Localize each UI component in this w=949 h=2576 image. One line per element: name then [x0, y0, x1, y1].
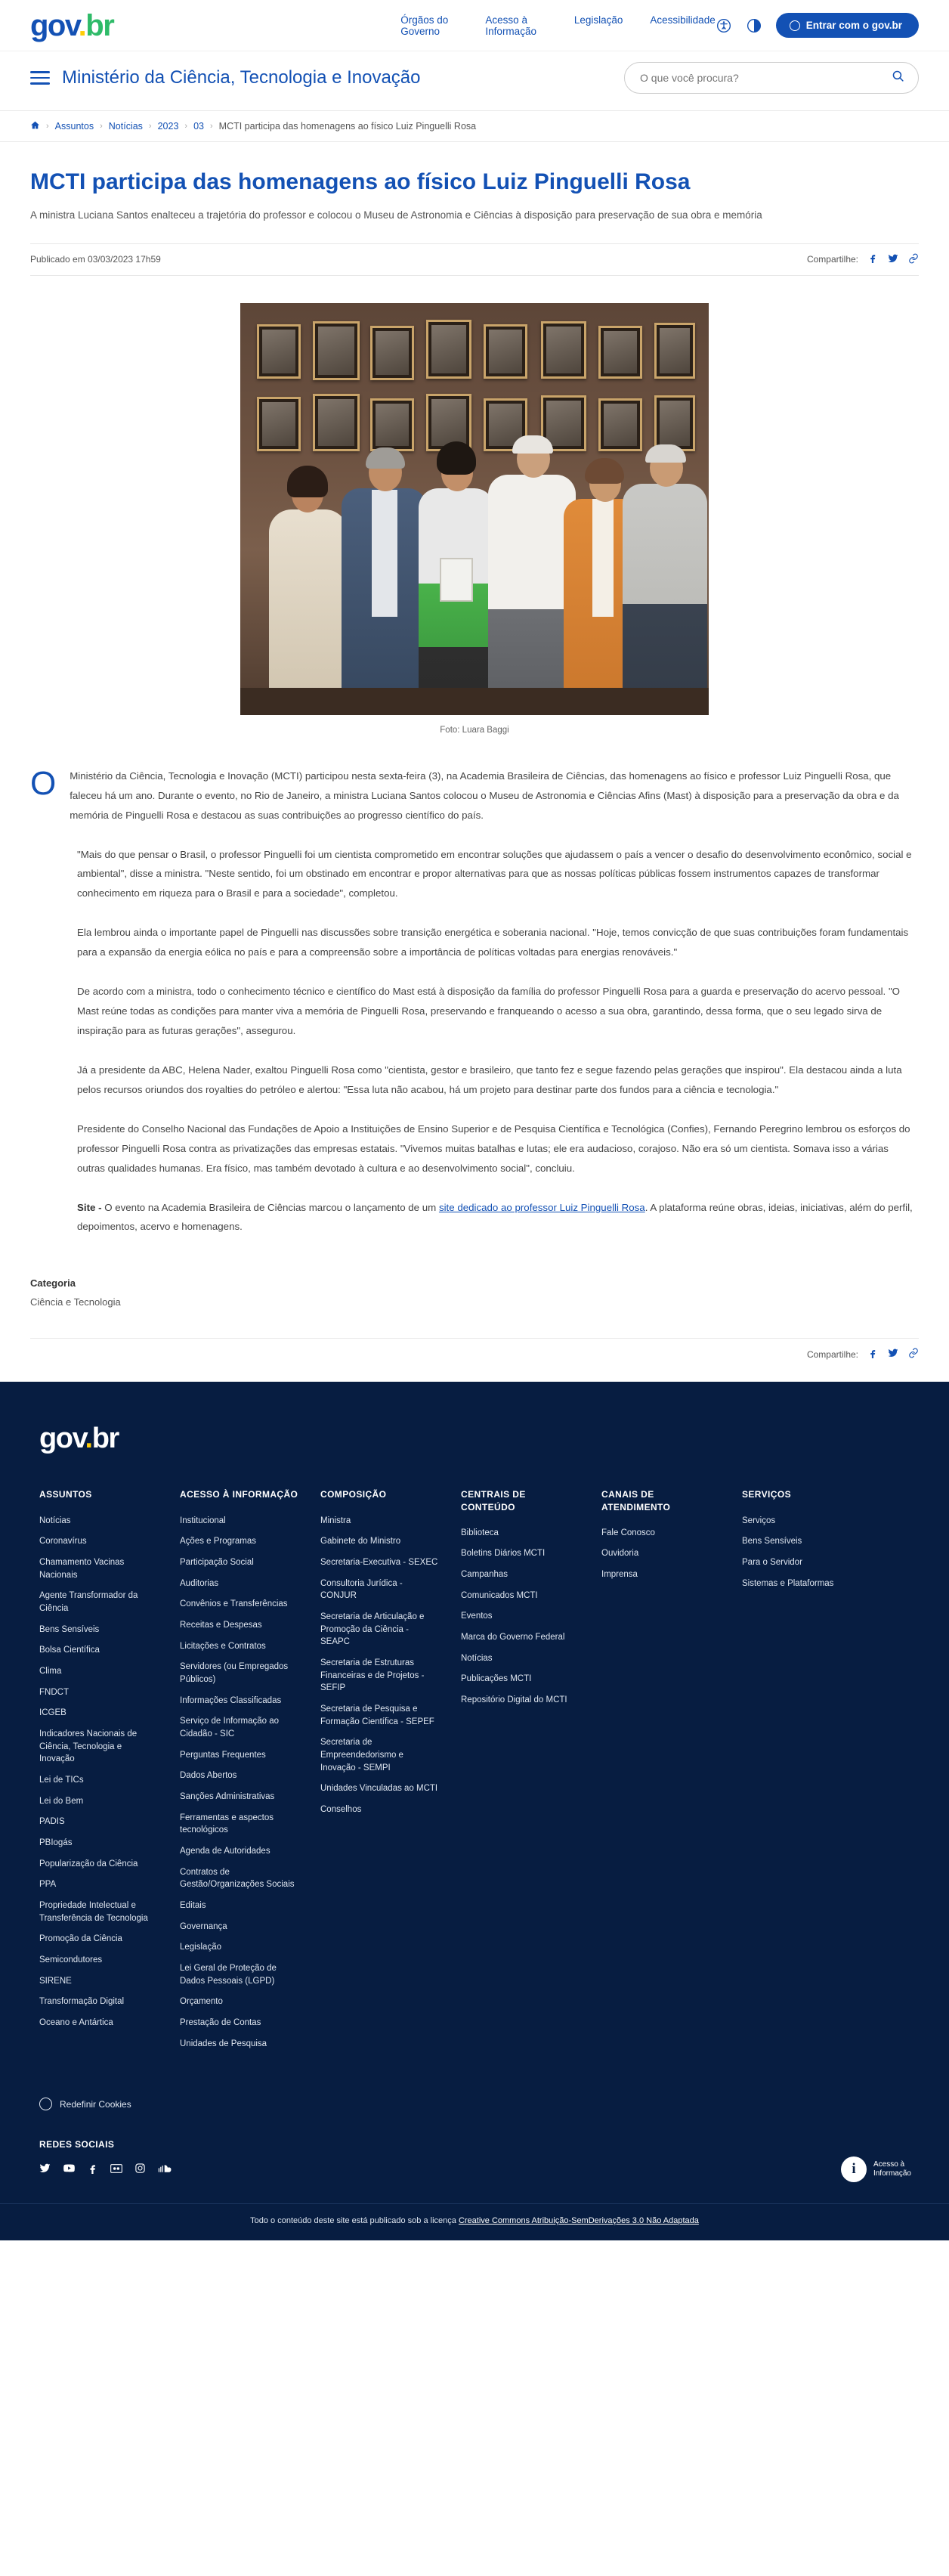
paragraph-site-note — [30, 1198, 919, 1237]
footer-link[interactable]: Contratos de Gestão/Organizações Sociais — [180, 1867, 295, 1890]
footer-link[interactable]: Propriedade Intelectual e Transferência de Tecnologia — [39, 1900, 148, 1923]
top-bar — [0, 0, 949, 51]
footer-link-list — [461, 1527, 580, 1707]
list-item — [39, 1995, 159, 2008]
list-item — [39, 1686, 159, 1699]
facebook-icon[interactable] — [868, 253, 878, 265]
info-icon: i — [841, 2156, 867, 2182]
list-item — [180, 1749, 299, 1762]
paragraph-1: Ministério da Ciência, Tecnologia e Inovação (MCTI) participou nesta sexta-feira (3), na Academia Brasileira de Ciências, das homenagens ao físico e professor Luiz Pinguelli Rosa, que faleceu há um ano. Durante o evento, no Rio de Janeiro, a ministra Luciana Santos colocou o Museu de Astronomia e Ciências Afins (Mast) à disposição para a preservação da obra e da memória de Pinguelli Rosa e destacou as suas contribuições ao progresso científico do país. — [70, 769, 899, 821]
list-item — [39, 1535, 159, 1548]
youtube-icon[interactable] — [63, 2162, 76, 2178]
list-item — [461, 1568, 580, 1581]
footer-link[interactable]: Servidores (ou Empregados Públicos) — [180, 1662, 289, 1684]
footer-link[interactable]: Ações e Programas — [180, 1537, 256, 1547]
list-item — [320, 1611, 440, 1649]
footer-link[interactable]: Legislação — [180, 1943, 221, 1952]
list-item — [39, 1556, 159, 1581]
list-item — [461, 1590, 580, 1602]
footer-link[interactable]: Convênios e Transferências — [180, 1599, 288, 1609]
footer-link[interactable]: Secretaria de Pesquisa e Formação Científica - SEPEF — [320, 1704, 434, 1726]
list-item — [320, 1515, 440, 1528]
acesso-informacao-badge[interactable] — [841, 2156, 911, 2182]
footer-link[interactable]: Orçamento — [180, 1997, 223, 2007]
footer-link[interactable]: Editais — [180, 1900, 206, 1910]
footer-logo-dot: . — [85, 1423, 92, 1455]
footer-link[interactable]: Institucional — [180, 1516, 226, 1525]
footer-link[interactable]: Para o Servidor — [742, 1557, 802, 1567]
license-text: Todo o conteúdo deste site está publicado sob a licença — [250, 2216, 459, 2226]
footer-link-list — [601, 1527, 721, 1581]
footer-link[interactable]: Publicações MCTI — [461, 1674, 532, 1684]
list-item — [39, 1590, 159, 1615]
breadcrumb-item-current: MCTI participa das homenagens ao físico Luiz Pinguelli Rosa — [218, 121, 477, 132]
list-item — [320, 1535, 440, 1548]
breadcrumb-separator-0: › — [46, 122, 49, 131]
footer-link[interactable]: Bolsa Científica — [39, 1646, 100, 1655]
article-body — [30, 766, 919, 1237]
footer-link[interactable]: Agenda de Autoridades — [180, 1846, 270, 1856]
footer-link[interactable]: Semicondutores — [39, 1955, 103, 1965]
footer-link-list — [320, 1515, 440, 1816]
list-item — [180, 1556, 299, 1569]
list-item — [180, 1962, 299, 1987]
list-item — [39, 1858, 159, 1871]
footer-column-assuntos — [39, 1488, 159, 2058]
drop-cap: O — [30, 764, 57, 802]
home-icon[interactable] — [30, 120, 40, 132]
cookie-icon — [39, 2098, 52, 2110]
list-item — [39, 1707, 159, 1720]
footer-link[interactable]: Secretaria-Executiva - SEXEC — [320, 1557, 438, 1567]
footer-link[interactable]: Agente Transformador da Ciência — [39, 1591, 138, 1613]
footer-link[interactable]: Governança — [180, 1921, 227, 1931]
list-item — [742, 1535, 861, 1548]
breadcrumb-item-noticias[interactable]: Notícias — [108, 121, 143, 132]
list-item — [320, 1703, 440, 1728]
article-container — [0, 168, 949, 1374]
flickr-icon[interactable] — [110, 2163, 122, 2178]
footer-link[interactable]: Campanhas — [461, 1570, 509, 1580]
search-icon[interactable] — [892, 70, 904, 86]
list-item — [180, 1921, 299, 1934]
top-link-acessibilidade[interactable]: Acessibilidade — [650, 14, 716, 26]
list-item — [39, 1728, 159, 1766]
footer-link[interactable]: Dados Abertos — [180, 1771, 237, 1781]
footer-govbr-logo[interactable] — [39, 1423, 919, 1455]
footer-link[interactable]: Fale Conosco — [601, 1528, 655, 1537]
site-note-link[interactable]: site dedicado ao professor Luiz Pinguelli Rosa — [438, 1201, 645, 1213]
list-item — [39, 1899, 159, 1924]
list-item — [742, 1577, 861, 1590]
acesso-informacao-label — [873, 2160, 911, 2179]
list-item — [601, 1527, 721, 1540]
license-link[interactable]: Creative Commons Atribuição-SemDerivações 3.0 Não Adaptada — [458, 2216, 699, 2226]
footer-column-title: CENTRAIS DE CONTEÚDO — [461, 1489, 526, 1512]
breadcrumb-separator-1: › — [100, 122, 103, 131]
logo-dot-text: . — [78, 8, 86, 42]
footer-link[interactable]: Serviço de Informação ao Cidadão - SIC — [180, 1717, 280, 1738]
ministry-header — [0, 51, 949, 110]
list-item — [461, 1547, 580, 1560]
share-label-top: Compartilhe: — [806, 254, 858, 265]
list-item — [180, 1577, 299, 1590]
list-item — [461, 1673, 580, 1686]
list-item — [320, 1577, 440, 1602]
paragraph-4: De acordo com a ministra, todo o conhecimento técnico e científico do Mast está à disposição da família do professor Pinguelli Rosa para a guarda e preservação do acervo pessoal. "O Mast reúne todas as condições para manter viva a memória de Pinguelli Rosa, preservando e franqueando o acesso a sua obra, garantindo, dessa forma, que o seu legado sirva de inspiração para as futuras gerações", assegurou. — [77, 986, 901, 1036]
footer-link[interactable]: Chamamento Vacinas Nacionais — [39, 1557, 125, 1580]
list-item — [601, 1547, 721, 1560]
breadcrumb-separator-2: › — [148, 122, 152, 131]
list-item — [39, 1878, 159, 1891]
page-title: MCTI participa das homenagens ao físico Luiz Pinguelli Rosa — [30, 169, 691, 194]
footer-link[interactable]: Gabinete do Ministro — [320, 1537, 401, 1547]
list-item — [320, 1736, 440, 1774]
footer-link[interactable]: Ouvidoria — [601, 1549, 639, 1559]
site-footer — [0, 1382, 949, 2203]
list-item — [180, 1866, 299, 1891]
site-note-after: . A plataforma reúne obras, ideias, iniciativas, além do perfil, depoimentos, acervo e homenagens. — [77, 1201, 913, 1233]
list-item — [461, 1610, 580, 1623]
footer-link[interactable]: Secretaria de Empreendedorismo e Inovação - SEMPI — [320, 1738, 403, 1773]
list-item — [39, 1816, 159, 1828]
top-nav-links — [400, 14, 715, 37]
footer-link[interactable]: Licitações e Contratos — [180, 1641, 266, 1651]
list-item — [742, 1515, 861, 1528]
list-item — [180, 1515, 299, 1528]
list-item — [601, 1568, 721, 1581]
list-item — [180, 2017, 299, 2030]
footer-column-title: CANAIS DE ATENDIMENTO — [601, 1489, 671, 1512]
share-label-bottom: Compartilhe: — [806, 1348, 858, 1360]
footer-link[interactable]: Bens Sensíveis — [742, 1537, 802, 1547]
breadcrumb-item-2023[interactable]: 2023 — [157, 121, 179, 132]
list-item — [180, 1941, 299, 1954]
footer-link[interactable]: Eventos — [461, 1612, 493, 1621]
breadcrumb-separator-3: › — [184, 122, 188, 131]
footer-link[interactable]: Receitas e Despesas — [180, 1620, 262, 1630]
paragraph-3: Ela lembrou ainda o importante papel de Pinguelli nas discussões sobre transição energética e soberania nacional. "Hoje, temos convicção de que suas contribuições foram fundamentais para a expansão da energia eólica no país e para a compreensão sobre a importância de políticas voltadas para energias renováveis." — [77, 927, 909, 958]
reset-cookies-label: Redefinir Cookies — [60, 2098, 131, 2110]
footer-link[interactable]: Secretaria de Estruturas Financeiras e de Projetos - SEFIP — [320, 1658, 425, 1693]
footer-link[interactable]: Comunicados MCTI — [461, 1590, 538, 1600]
instagram-icon[interactable] — [134, 2163, 146, 2177]
footer-link[interactable]: PBIogás — [39, 1838, 73, 1847]
social-icon-list — [39, 2162, 919, 2178]
article-meta-row — [30, 243, 919, 276]
footer-column-acesso-informacao — [180, 1488, 299, 2058]
footer-link-list — [180, 1515, 299, 2051]
search-box[interactable] — [624, 62, 919, 94]
list-item — [180, 1695, 299, 1708]
list-item — [39, 1933, 159, 1946]
footer-link[interactable]: Repositório Digital do MCTI — [461, 1695, 567, 1705]
footer-link[interactable]: Oceano e Antártica — [39, 2018, 113, 2028]
reset-cookies-button[interactable] — [39, 2098, 919, 2113]
acesso-line-1: Acesso à — [873, 2160, 905, 2169]
footer-column-title: SERVIÇOS — [742, 1489, 791, 1500]
article-figure — [30, 303, 919, 735]
footer-column-canais-atendimento — [601, 1488, 721, 2058]
footer-link[interactable]: SIRENE — [39, 1976, 72, 1986]
list-item — [320, 1782, 440, 1795]
footer-link[interactable]: Lei de TICs — [39, 1775, 84, 1785]
paragraph-6: Presidente do Conselho Nacional das Fundações de Apoio a Instituições de Ensino Superior e de Pesquisa Científica e Tecnológica (Confies), Fernando Peregrino lembrou os esforços do professor Pinguelli Rosa contra as privatizações das empresas estatais. "Vivemos muitas batalhas e lutas; ele era audacioso, corajoso. Não era só um cientista. Somava isso a várias outras qualidades humanas. Era físico, mas também devotado à cultura e ao desenvolvimento social", concluiu. — [77, 1122, 910, 1174]
list-item — [180, 1845, 299, 1858]
list-item — [180, 1899, 299, 1912]
list-item — [180, 1769, 299, 1782]
license-bar — [0, 2203, 949, 2240]
footer-link[interactable]: Clima — [39, 1666, 62, 1676]
user-icon — [790, 20, 800, 31]
category-block — [30, 1277, 919, 1308]
footer-link[interactable]: Bens Sensíveis — [39, 1624, 100, 1634]
list-item — [39, 1795, 159, 1808]
site-note-label: Site - — [77, 1201, 102, 1213]
list-item — [39, 1837, 159, 1850]
link-icon[interactable] — [908, 253, 919, 266]
footer-link-list — [39, 1515, 159, 2030]
footer-link[interactable]: Lei Geral de Proteção de Dados Pessoais (LGPD) — [180, 1964, 277, 1986]
footer-column-composicao — [320, 1488, 440, 2058]
top-link-orgaos[interactable]: Órgãos do Governo — [400, 14, 449, 37]
footer-link[interactable]: Auditorias — [180, 1578, 219, 1588]
twitter-icon[interactable] — [39, 2163, 51, 2177]
footer-link[interactable]: Indicadores Nacionais de Ciência, Tecnologia e Inovação — [39, 1729, 138, 1764]
share-group-top — [807, 253, 919, 266]
article-photo — [240, 303, 709, 715]
footer-column-title: ACESSO À INFORMAÇÃO — [180, 1489, 298, 1500]
footer-link[interactable]: Imprensa — [601, 1570, 638, 1580]
footer-link[interactable]: Perguntas Frequentes — [180, 1750, 266, 1760]
footer-column-title: COMPOSIÇÃO — [320, 1489, 387, 1500]
paragraph-2: "Mais do que pensar o Brasil, o professor Pinguelli foi um cientista comprometido em encontrar soluções que ajudassem o país a vencer o desafio do desenvolvimento econômico, social e ambiental", disse a ministra. "Neste sentido, foi um obstinado em encontrar e propor alternativas para que as nossas políticas públicas fossem instrumentos capazes de transformar conhecimento em riqueza para o Brasil e para a sociedade", completou. — [77, 848, 912, 899]
top-bar-right — [716, 13, 919, 38]
footer-link[interactable]: Boletins Diários MCTI — [461, 1549, 546, 1559]
list-item — [39, 1954, 159, 1967]
list-item — [461, 1652, 580, 1665]
footer-link[interactable]: Coronavírus — [39, 1537, 87, 1547]
acesso-line-2: Informação — [873, 2169, 911, 2178]
footer-column-title: ASSUNTOS — [39, 1489, 92, 1500]
list-item — [180, 1995, 299, 2008]
share-group-bottom — [807, 1348, 919, 1361]
list-item — [180, 2038, 299, 2051]
list-item — [461, 1694, 580, 1707]
footer-link[interactable]: PPA — [39, 1880, 57, 1890]
breadcrumb-separator-4: › — [209, 122, 213, 131]
footer-logo-gov: gov — [39, 1423, 85, 1455]
hamburger-menu-icon[interactable] — [30, 71, 50, 85]
footer-link[interactable]: Notícias — [39, 1516, 71, 1525]
footer-link[interactable]: Conselhos — [320, 1804, 362, 1814]
breadcrumb-item-03[interactable]: 03 — [193, 121, 204, 132]
login-button[interactable] — [776, 13, 919, 38]
twitter-icon[interactable] — [888, 1348, 898, 1361]
list-item — [180, 1812, 299, 1837]
contrast-icon[interactable] — [746, 17, 762, 34]
footer-link[interactable]: Sistemas e Plataformas — [742, 1578, 834, 1588]
list-item — [180, 1715, 299, 1740]
twitter-icon[interactable] — [888, 253, 898, 266]
ministry-title: Ministério da Ciência, Tecnologia e Inovação — [62, 67, 421, 88]
first-paragraph-row — [30, 766, 919, 845]
list-item — [742, 1556, 861, 1569]
social-block — [39, 2139, 919, 2203]
footer-link-list — [742, 1515, 861, 1590]
publish-date: Publicado em 03/03/2023 17h59 — [30, 254, 161, 265]
footer-column-centrais-conteudo — [461, 1488, 580, 2058]
footer-link[interactable]: Prestação de Contas — [180, 2018, 261, 2028]
footer-link[interactable]: Secretaria de Articulação e Promoção da Ciência - SEAPC — [320, 1612, 425, 1647]
soundcloud-icon[interactable] — [158, 2163, 172, 2177]
footer-link[interactable]: Transformação Digital — [39, 1997, 125, 2007]
top-link-legislacao[interactable]: Legislação — [573, 14, 623, 26]
social-title: REDES SOCIAIS — [39, 2139, 115, 2150]
list-item — [320, 1556, 440, 1569]
footer-link[interactable]: Consultoria Jurídica - CONJUR — [320, 1578, 403, 1601]
footer-link[interactable]: Ferramentas e aspectos tecnológicos — [180, 1813, 274, 1835]
bottom-share-row — [30, 1338, 919, 1374]
footer-link[interactable]: Ministra — [320, 1516, 351, 1525]
footer-link[interactable]: Popularização da Ciência — [39, 1859, 138, 1869]
category-value[interactable]: Ciência e Tecnologia — [30, 1296, 121, 1308]
footer-link[interactable]: Sanções Administrativas — [180, 1791, 275, 1801]
list-item — [180, 1640, 299, 1653]
breadcrumb-item-assuntos[interactable]: Assuntos — [54, 121, 94, 132]
footer-link[interactable]: Serviços — [742, 1516, 776, 1525]
footer-link[interactable]: Notícias — [461, 1653, 493, 1663]
footer-link[interactable]: Participação Social — [180, 1557, 254, 1567]
list-item — [39, 1975, 159, 1988]
photo-caption: Foto: Luara Baggi — [440, 725, 509, 735]
footer-columns — [30, 1488, 919, 2058]
facebook-icon[interactable] — [868, 1348, 878, 1361]
search-input[interactable] — [638, 71, 892, 85]
paragraph-5: Já a presidente da ABC, Helena Nader, exaltou Pinguelli Rosa como "cientista, gestor e brasileiro, que tanto fez e segue fazendo pelas gerações que inspirou". Ela destacou ainda a luta pelos recursos oriundos dos royalties do petróleo e alertou: "Essa luta não acabou, há um projeto para destinar parte dos fundos para a ciência e tecnologia." — [77, 1064, 902, 1095]
category-title: Categoria — [30, 1277, 76, 1290]
site-note-before: O evento na Academia Brasileira de Ciências marcou o lançamento de um — [101, 1201, 439, 1213]
login-button-label: Entrar com o gov.br — [805, 20, 902, 31]
footer-logo-br: br — [91, 1423, 119, 1455]
accessibility-icon[interactable] — [716, 17, 732, 34]
footer-column-servicos — [742, 1488, 861, 2058]
list-item — [180, 1535, 299, 1548]
footer-link[interactable]: Marca do Governo Federal — [461, 1633, 565, 1643]
list-item — [461, 1631, 580, 1644]
facebook-icon[interactable] — [88, 2163, 98, 2177]
footer-link[interactable]: Lei do Bem — [39, 1796, 84, 1806]
footer-link[interactable]: Unidades de Pesquisa — [180, 2039, 267, 2048]
list-item — [39, 1665, 159, 1678]
list-item — [180, 1619, 299, 1632]
list-item — [39, 1515, 159, 1528]
list-item — [461, 1527, 580, 1540]
govbr-logo[interactable] — [30, 8, 114, 42]
footer-link[interactable]: ICGEB — [39, 1708, 66, 1718]
logo-gov-text: gov — [30, 8, 79, 42]
list-item — [39, 1644, 159, 1657]
footer-link[interactable]: PADIS — [39, 1817, 65, 1827]
list-item — [320, 1804, 440, 1816]
footer-link[interactable]: FNDCT — [39, 1687, 69, 1697]
list-item — [39, 1624, 159, 1636]
list-item — [39, 2017, 159, 2030]
top-link-acesso-informacao[interactable]: Acesso à Informação — [485, 14, 536, 37]
list-item — [180, 1598, 299, 1611]
list-item — [39, 1774, 159, 1787]
footer-link[interactable]: Unidades Vinculadas ao MCTI — [320, 1784, 438, 1794]
article-subtitle: A ministra Luciana Santos enalteceu a trajetória do professor e colocou o Museu de Astronomia e Ciências à disposição para preservação de sua obra e memória — [30, 209, 762, 221]
list-item — [320, 1657, 440, 1695]
footer-link[interactable]: Promoção da Ciência — [39, 1934, 122, 1944]
breadcrumb — [0, 110, 949, 142]
list-item — [180, 1661, 299, 1686]
list-item — [180, 1791, 299, 1804]
footer-link[interactable]: Informações Classificadas — [180, 1695, 282, 1705]
link-icon[interactable] — [908, 1348, 919, 1361]
footer-link[interactable]: Biblioteca — [461, 1528, 499, 1537]
logo-br-text: br — [85, 8, 114, 42]
